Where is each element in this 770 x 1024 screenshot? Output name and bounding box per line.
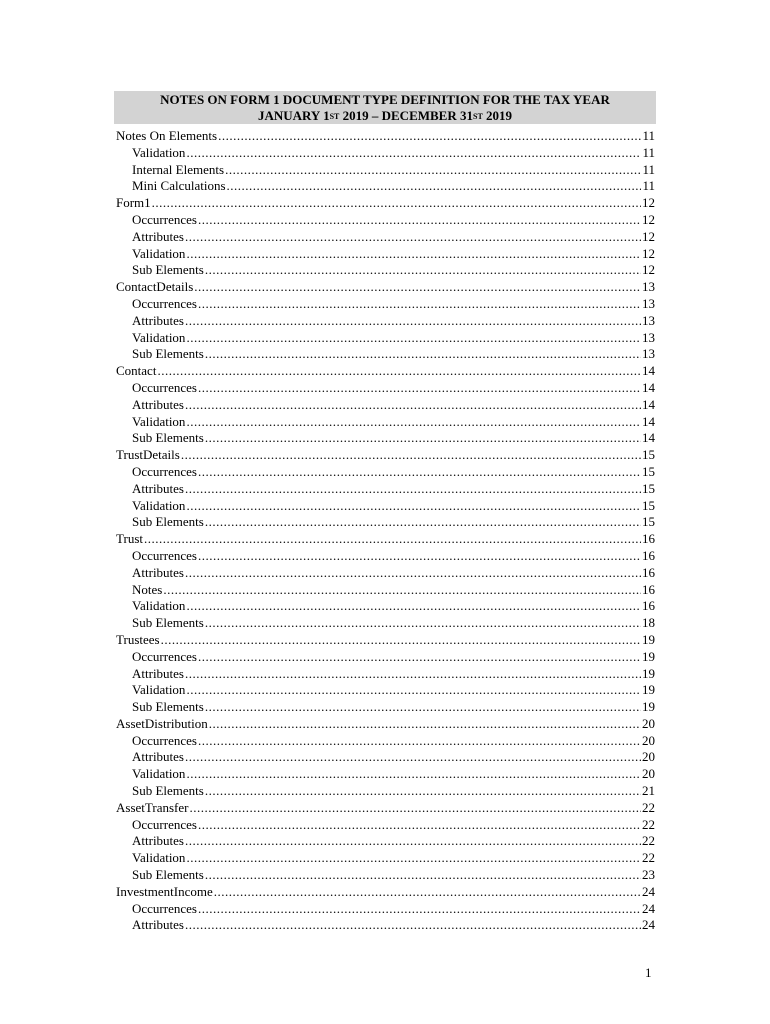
toc-entry-label: Occurrences: [132, 211, 197, 227]
toc-entry[interactable]: [116, 833, 655, 850]
toc-leader-dots: [186, 850, 641, 867]
toc-entry[interactable]: [116, 766, 655, 783]
toc-entry-label: AssetDistribution: [116, 715, 208, 731]
toc-leader-dots: [198, 380, 641, 397]
toc-entry-label: Occurrences: [132, 463, 197, 479]
toc-leader-dots: [185, 833, 641, 850]
toc-entry-page: 24: [642, 900, 655, 916]
toc-entry[interactable]: [116, 145, 655, 162]
toc-entry-page: 13: [642, 346, 655, 362]
toc-entry-page: 15: [642, 497, 655, 513]
toc-entry-label: Form1: [116, 195, 151, 211]
toc-entry-page: 15: [642, 463, 655, 479]
toc-leader-dots: [205, 430, 641, 447]
toc-entry-page: 18: [642, 615, 655, 631]
toc-entry[interactable]: [116, 800, 655, 817]
toc-entry-label: Sub Elements: [132, 346, 204, 362]
toc-entry-label: Occurrences: [132, 648, 197, 664]
toc-entry-label: Validation: [132, 682, 186, 698]
toc-leader-dots: [198, 464, 641, 481]
toc-entry[interactable]: [116, 363, 655, 380]
toc-leader-dots: [214, 884, 641, 901]
toc-entry[interactable]: [116, 279, 655, 296]
toc-leader-dots: [198, 733, 641, 750]
toc-entry-page: 19: [642, 682, 655, 698]
toc-entry[interactable]: [116, 850, 655, 867]
toc-entry-page: 12: [642, 228, 655, 244]
toc-leader-dots: [185, 666, 641, 683]
toc-entry-page: 16: [642, 564, 655, 580]
toc-entry-label: Validation: [132, 850, 186, 866]
toc-entry-label: Attributes: [132, 917, 184, 933]
toc-leader-dots: [186, 145, 641, 162]
toc-entry-page: 20: [642, 732, 655, 748]
toc-entry-page: 11: [642, 161, 655, 177]
toc-entry-page: 24: [642, 917, 655, 933]
toc-entry-label: Sub Elements: [132, 783, 204, 799]
toc-entry-page: 19: [642, 699, 655, 715]
toc-entry-label: Sub Elements: [132, 430, 204, 446]
toc-leader-dots: [198, 817, 641, 834]
toc-leader-dots: [205, 262, 641, 279]
toc-leader-dots: [198, 901, 641, 918]
toc-entry-page: 11: [642, 128, 655, 143]
toc-entry-label: Occurrences: [132, 295, 197, 311]
toc-entry[interactable]: [116, 296, 655, 313]
toc-leader-dots: [186, 498, 641, 515]
title-date-middle: 2019 – DECEMBER 31: [339, 108, 473, 123]
toc-entry[interactable]: [116, 817, 655, 834]
toc-entry-page: 15: [642, 480, 655, 496]
toc-entry-label: Trust: [116, 531, 143, 547]
toc-entry-label: Sub Elements: [132, 615, 204, 631]
toc-entry[interactable]: [116, 582, 655, 599]
toc-entry-page: 20: [642, 766, 655, 782]
toc-leader-dots: [186, 414, 641, 431]
toc-entry-page: 14: [642, 363, 655, 379]
toc-entry-label: Occurrences: [132, 379, 197, 395]
toc-entry[interactable]: [116, 397, 655, 414]
toc-entry-label: Internal Elements: [132, 161, 225, 177]
toc-entry[interactable]: [116, 699, 655, 716]
toc-leader-dots: [189, 800, 641, 817]
toc-entry[interactable]: [116, 128, 655, 145]
toc-entry-page: 11: [642, 178, 655, 194]
toc-entry-page: 22: [642, 816, 655, 832]
toc-leader-dots: [157, 363, 641, 380]
toc-entry-page: 15: [642, 447, 655, 463]
toc-entry-label: Sub Elements: [132, 262, 204, 278]
toc-leader-dots: [186, 246, 641, 263]
toc-entry[interactable]: [116, 195, 655, 212]
toc-entry[interactable]: [116, 481, 655, 498]
title-date-start: JANUARY 1: [257, 108, 330, 123]
toc-leader-dots: [144, 531, 641, 548]
toc-entry-page: 14: [642, 413, 655, 429]
toc-leader-dots: [186, 330, 641, 347]
toc-leader-dots: [225, 162, 641, 179]
toc-leader-dots: [209, 716, 641, 733]
toc-entry-label: Validation: [132, 245, 186, 261]
toc-leader-dots: [205, 699, 641, 716]
toc-entry-label: Occurrences: [132, 547, 197, 563]
toc-entry-page: 16: [642, 581, 655, 597]
toc-leader-dots: [186, 598, 641, 615]
toc-entry-label: Sub Elements: [132, 699, 204, 715]
toc-entry[interactable]: [116, 212, 655, 229]
toc-leader-dots: [198, 548, 641, 565]
toc-entry[interactable]: [116, 598, 655, 615]
toc-leader-dots: [205, 783, 641, 800]
toc-entry[interactable]: [116, 548, 655, 565]
toc-entry[interactable]: [116, 330, 655, 347]
toc-entry-label: Attributes: [132, 749, 184, 765]
toc-entry-label: Attributes: [132, 833, 184, 849]
toc-entry-page: 16: [642, 547, 655, 563]
document-title: [114, 91, 656, 124]
toc-entry-page: 12: [642, 245, 655, 261]
toc-entry-label: Validation: [132, 329, 186, 345]
toc-entry-page: 13: [642, 329, 655, 345]
toc-entry-label: Occurrences: [132, 816, 197, 832]
title-line-2: [114, 108, 656, 124]
page-number-value: 1: [645, 965, 652, 980]
toc-entry[interactable]: [116, 447, 655, 464]
toc-entry-label: Attributes: [132, 480, 184, 496]
toc-entry[interactable]: [116, 716, 655, 733]
toc-entry[interactable]: [116, 430, 655, 447]
toc-entry-page: 14: [642, 379, 655, 395]
toc-leader-dots: [205, 867, 641, 884]
toc-leader-dots: [185, 397, 641, 414]
toc-entry[interactable]: [116, 649, 655, 666]
toc-entry-label: ContactDetails: [116, 279, 194, 295]
toc-entry-page: 19: [642, 631, 655, 647]
toc-entry[interactable]: [116, 867, 655, 884]
toc-entry[interactable]: [116, 229, 655, 246]
toc-entry-page: 22: [642, 833, 655, 849]
toc-entry[interactable]: [116, 514, 655, 531]
toc-leader-dots: [194, 279, 641, 296]
toc-leader-dots: [185, 917, 641, 934]
toc-entry[interactable]: [116, 464, 655, 481]
toc-entry-page: 12: [642, 195, 655, 211]
toc-entry-page: 15: [642, 514, 655, 530]
title-ordinal-2: ST: [473, 112, 483, 121]
toc-entry-label: InvestmentIncome: [116, 883, 213, 899]
toc-entry-page: 20: [642, 715, 655, 731]
toc-entry-label: AssetTransfer: [116, 799, 189, 815]
toc-entry-page: 12: [642, 211, 655, 227]
toc-entry[interactable]: [116, 162, 655, 179]
toc-entry[interactable]: [116, 346, 655, 363]
toc-leader-dots: [205, 514, 641, 531]
toc-leader-dots: [186, 766, 641, 783]
toc-entry-label: Attributes: [132, 665, 184, 681]
toc-leader-dots: [185, 229, 641, 246]
toc-entry-label: Mini Calculations: [132, 178, 226, 194]
toc-entry[interactable]: [116, 884, 655, 901]
toc-entry[interactable]: [116, 565, 655, 582]
toc-entry[interactable]: [116, 313, 655, 330]
toc-entry[interactable]: [116, 246, 655, 263]
toc-entry[interactable]: [116, 632, 655, 649]
toc-leader-dots: [198, 649, 641, 666]
toc-entry-label: Occurrences: [132, 900, 197, 916]
toc-entry[interactable]: [116, 498, 655, 515]
toc-entry-page: 14: [642, 396, 655, 412]
toc-entry-page: 14: [642, 430, 655, 446]
toc-entry-label: Attributes: [132, 228, 184, 244]
toc-entry-label: Contact: [116, 363, 157, 379]
toc-entry-label: Validation: [132, 598, 186, 614]
toc-leader-dots: [218, 128, 641, 145]
toc-entry[interactable]: [116, 783, 655, 800]
title-line-1: NOTES ON FORM 1 DOCUMENT TYPE DEFINITION FOR THE TAX YEAR: [160, 92, 610, 107]
toc-entry-label: Attributes: [132, 396, 184, 412]
toc-entry-label: Validation: [132, 413, 186, 429]
toc-entry-page: 13: [642, 312, 655, 328]
toc-entry[interactable]: [116, 262, 655, 279]
toc-leader-dots: [185, 313, 641, 330]
toc-entry[interactable]: [116, 749, 655, 766]
toc-entry-label: Notes: [132, 581, 163, 597]
toc-leader-dots: [181, 447, 641, 464]
toc-entry-page: 24: [642, 883, 655, 899]
toc-leader-dots: [185, 749, 641, 766]
toc-entry-label: TrustDetails: [116, 447, 180, 463]
toc-entry[interactable]: [116, 901, 655, 918]
toc-entry-page: 13: [642, 295, 655, 311]
toc-leader-dots: [198, 296, 641, 313]
toc-entry[interactable]: [116, 380, 655, 397]
toc-entry-page: 19: [642, 648, 655, 664]
toc-leader-dots: [205, 346, 641, 363]
toc-entry-page: 22: [642, 850, 655, 866]
toc-leader-dots: [152, 195, 641, 212]
toc-entry[interactable]: [116, 682, 655, 699]
toc-entry-label: Validation: [132, 144, 186, 160]
toc-entry-page: 22: [642, 799, 655, 815]
toc-leader-dots: [185, 565, 641, 582]
toc-entry-label: Occurrences: [132, 732, 197, 748]
title-ordinal-1: ST: [329, 112, 340, 121]
toc-entry-label: Trustees: [116, 631, 160, 647]
toc-entry[interactable]: [116, 733, 655, 750]
toc-entry[interactable]: [116, 615, 655, 632]
toc-entry-page: 23: [642, 867, 655, 883]
toc-entry-label: Attributes: [132, 564, 184, 580]
toc-entry-label: Sub Elements: [132, 867, 204, 883]
table-of-contents: [116, 128, 655, 934]
toc-entry[interactable]: [116, 414, 655, 431]
toc-leader-dots: [205, 615, 641, 632]
toc-entry-page: 21: [642, 783, 655, 799]
toc-entry-page: 11: [642, 144, 655, 160]
toc-leader-dots: [186, 682, 641, 699]
title-date-end: 2019: [482, 108, 513, 123]
toc-entry-label: Validation: [132, 766, 186, 782]
toc-entry[interactable]: [116, 917, 655, 934]
toc-leader-dots: [163, 582, 641, 599]
toc-entry-page: 12: [642, 262, 655, 278]
toc-leader-dots: [227, 178, 642, 195]
toc-entry-label: Validation: [132, 497, 186, 513]
toc-leader-dots: [185, 481, 641, 498]
toc-entry-page: 19: [642, 665, 655, 681]
toc-leader-dots: [198, 212, 641, 229]
toc-entry-label: Notes On Elements: [116, 128, 218, 143]
toc-entry-label: Sub Elements: [132, 514, 204, 530]
toc-entry-page: 20: [642, 749, 655, 765]
toc-entry-page: 16: [642, 598, 655, 614]
toc-entry[interactable]: [116, 178, 655, 195]
toc-entry-page: 13: [642, 279, 655, 295]
toc-entry[interactable]: [116, 666, 655, 683]
toc-entry[interactable]: [116, 531, 655, 548]
toc-entry-label: Attributes: [132, 312, 184, 328]
toc-leader-dots: [161, 632, 641, 649]
toc-entry-page: 16: [642, 531, 655, 547]
